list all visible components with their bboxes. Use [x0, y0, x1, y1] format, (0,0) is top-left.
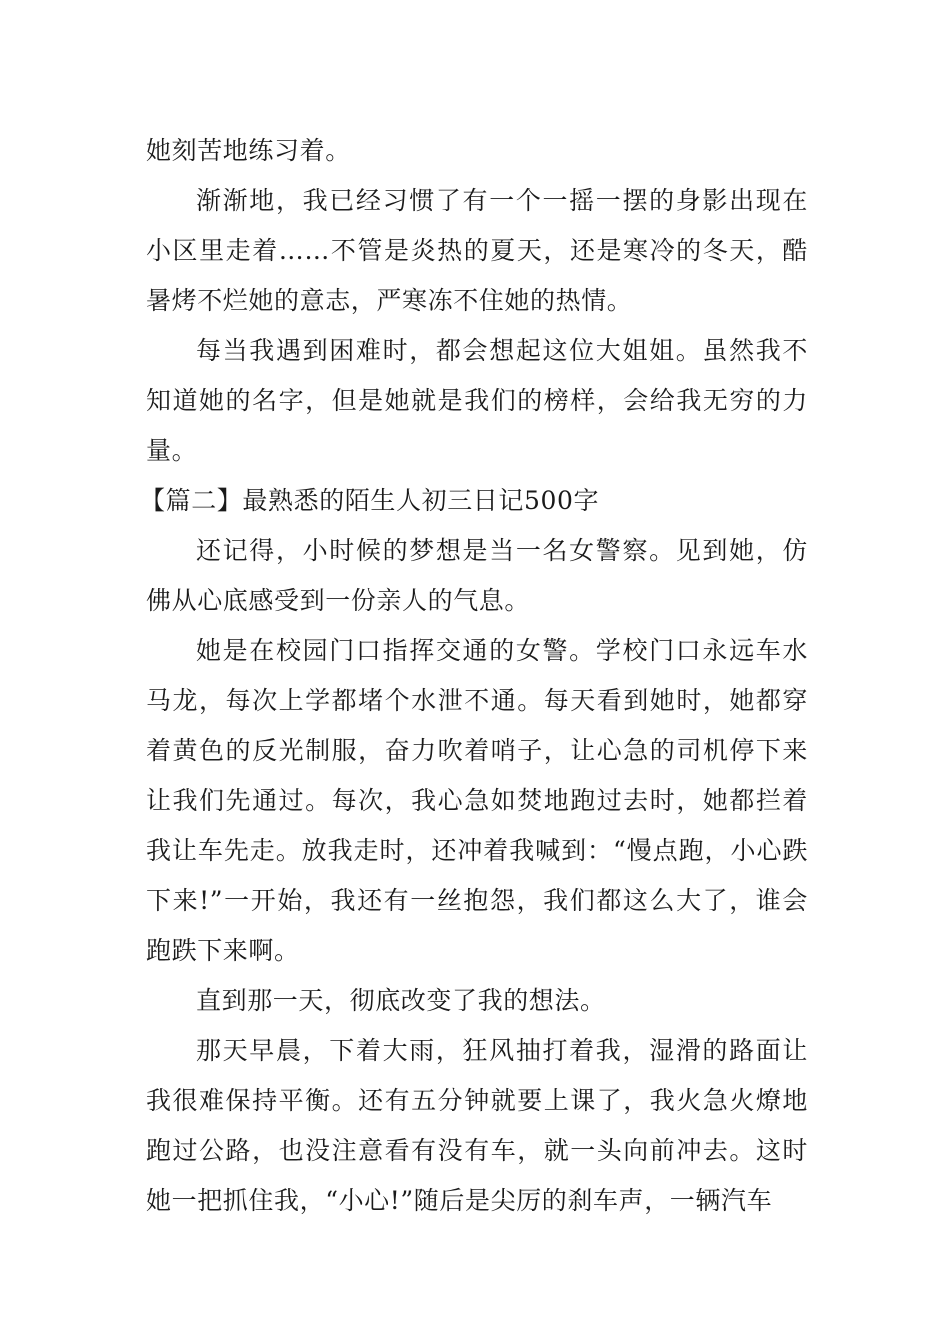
- paragraph: 她刻苦地练习着。: [146, 136, 351, 165]
- paragraph: 渐渐地，我已经习惯了有一个一摇一摆的身影出现在小区里走着……不管是炎热的夏天，还是寒冷的冬天，酷暑烤不烂她的意志，严寒冻不住她的热情。: [146, 186, 808, 315]
- paragraph: 她是在校园门口指挥交通的女警。学校门口永远车水马龙，每次上学都堵个水泄不通。每天看到她时，她都穿着黄色的反光制服，奋力吹着哨子，让心急的司机停下来让我们先通过。每次，我心急如焚地跑过去时，她都拦着我让车先走。放我走时，还冲着我喊到：“慢点跑，小心跌下来!”一开始，我还有一丝抱怨，我们都这么大了，谁会跑跌下来啊。: [146, 636, 808, 965]
- paragraph: 还记得，小时候的梦想是当一名女警察。见到她，仿佛从心底感受到一份亲人的气息。: [146, 536, 808, 615]
- paragraph: 那天早晨，下着大雨，狂风抽打着我，湿滑的路面让我很难保持平衡。还有五分钟就要上课了，我火急火燎地跑过公路，也没注意看有没有车，就一头向前冲去。这时她一把抓住我，“小心!”随后是尖厉的刹车声，一辆汽车: [146, 1036, 808, 1215]
- section-heading: 【篇二】最熟悉的陌生人初三日记500字: [140, 486, 600, 515]
- paragraph: 每当我遇到困难时，都会想起这位大姐姐。虽然我不知道她的名字，但是她就是我们的榜样，会给我无穷的力量。: [146, 336, 808, 465]
- paragraph: 直到那一天，彻底改变了我的想法。: [196, 986, 606, 1015]
- document-body: [140, 126, 808, 1226]
